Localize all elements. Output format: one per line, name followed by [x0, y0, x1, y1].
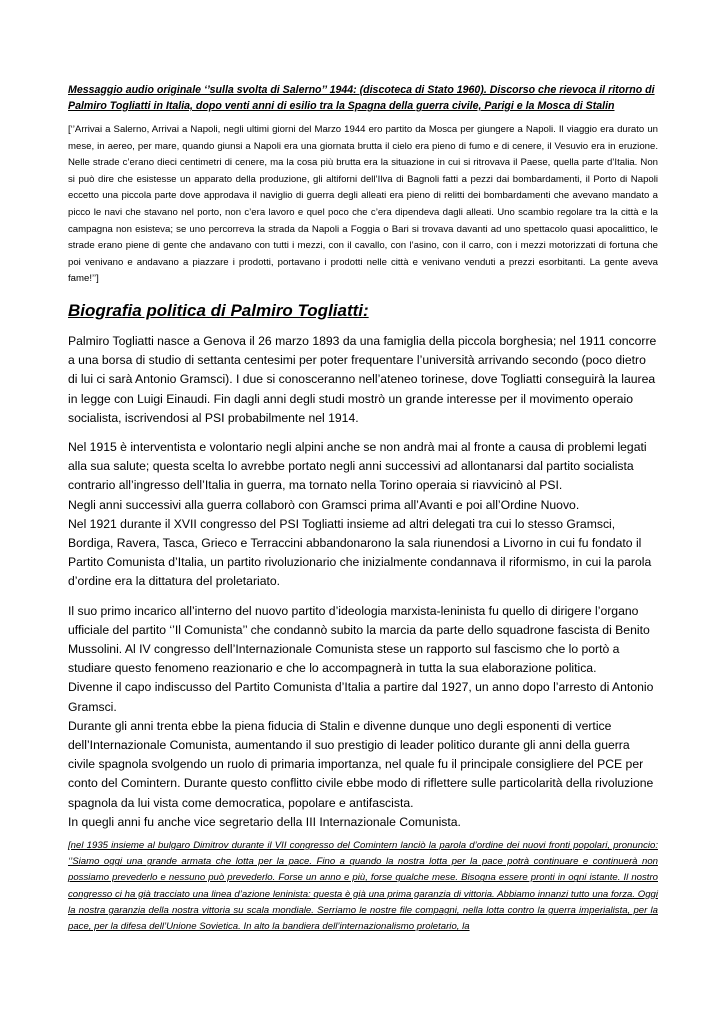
header-line-2: Palmiro Togliatti in Italia, dopo venti anni di esilio tra la Spagna della guerra civile, Parigi e la Mosca di Stalin — [68, 100, 615, 112]
paragraph-1921: Nel 1921 durante il XVII congresso del PSI Togliatti insieme ad altri delegati tra cui lo stesso Gramsci, Bordiga, Ravera, Tasca, Grieco e Terraccini abbandonarono la sala riunendosi a Livorno in cui fu fondato il Partito Comunista d’Italia, un partito rivoluzionario che inizialmente condannava il riformismo, in cui la parola d’ordine era la dittatura del proletariato. — [68, 516, 652, 589]
paragraph-thirties: Durante gli anni trenta ebbe la piena fiducia di Stalin e divenne dunque uno degli esponenti di vertice dell’Internazionale Comunista, aumentando il suo prestigio di leader politico durante gli anni della guerra civile spagnola svolgendo un ruolo di primaria importanza, nel quale fu il principale consigliere del PCE per conto del Comintern. Durante questo conflitto civile ebbe modo di riflettere sulle particolarità della rivoluzione spagnola da lui vista come democratica, popolare e antifascista. — [68, 718, 654, 810]
paragraph-vice-secretary: In quegli anni fu anche vice segretario della III Internazionale Comunista. — [68, 814, 461, 829]
audio-message-header — [68, 82, 658, 114]
salerno-quote: [‘’Arrivai a Salerno, Arrivai a Napoli, negli ultimi giorni del Marzo 1944 ero partito da Mosca per giungere a Napoli. Il viaggio era durato un mese, in aereo, per mare, quando giunsi a Napoli era una giornata brutta il cielo era pieno di fumo e di cenere, il Vesuvio era in eruzione. Nelle strade c’erano dieci centimetri di cenere, ma la cosa più brutta era la situazione in cui si ritrovava il Paese, quella parte d’Italia. Non si può dire che esistesse un apparato della produzione, gli altiforni dell’Ilva di Bagnoli fatti a pezzi dai bombardamenti, il Porto di Napoli eccetto una piccola parte dove approdava il naviglio di guerra degli alleati era pieno di relitti dei bombardamenti che avevano mandato a picco le navi che stavano nel porto, non c’era lavoro e quel poco che c’era dipendeva dagli alleati. Uno scambio regolare tra la città e la campagna non esisteva; se uno percorreva la strada da Napoli a Foggia o Bari si trovava davanti ad uno spettacolo quasi apocalittico, le strade erano piene di gente che andavano con tutti i mezzi, con il cavallo, con l’asino, con il carro, con i mezzi motorizzati di fortuna che poi venivano e andavano a piazzare i prodotti, portavano i prodotti nelle città e venivano venduti a prezzi esorbitanti. La gente aveva fame!’’] — [68, 124, 658, 285]
paragraph-postwar: Negli anni successivi alla guerra collaborò con Gramsci prima all’Avanti e poi all’Ordine Nuovo. — [68, 497, 580, 512]
paragraph-1915: Nel 1915 è interventista e volontario negli alpini anche se non andrà mai al fronte a causa di problemi legati alla sua salute; questa scelta lo avrebbe portato negli anni successivi ad allontanarsi dal partito socialista contrario all’ingresso dell’Italia in guerra, ma tornato nella Torino operaia si riavvicinò al PSI. — [68, 439, 647, 493]
document-page — [68, 82, 658, 935]
paragraph-first-role: Il suo primo incarico all’interno del nuovo partito d’ideologia marxista-leninista fu quello di dirigere l’organo ufficiale del partito ‘’Il Comunista’’ che condannò subito la marcia da parte dello squadrone fascista di Benito Mussolini. Al IV congresso dell’Internazionale Comunista stese un rapporto sul fascismo che lo portò a studiare questo fenomeno reazionario e che lo accompagnerà in tutta la sua elaborazione politica. — [68, 603, 650, 676]
header-line-1: Messaggio audio originale ‘’sulla svolta di Salerno’’ 1944: (discoteca di Stato 1960). Discorso che rievoca il ritorno di — [68, 84, 655, 96]
comintern-speech: [nel 1935 insieme al bulgaro Dimitrov durante il VII congresso del Comintern lanciò la parola d’ordine dei nuovi fronti popolari, pronuncio: ‘’Siamo oggi una grande armata che lotta per la pace. Fino a quando la nostra lotta per la pace potrà continuare e continuerà non possiamo prevederlo e nessuno può prevederlo. Forse un anno e più, forse qualche mese. Bisogna essere pronti in ogni istante. Il nostro congresso ci ha già tracciato una linea d’azione leninista: questa è già una prima garanzia di vittoria. Abbiamo innanzi tutto una forza. Oggi la nostra garanzia della nostra vittoria su scala mondiale. Serriamo le nostre file compagni, nella lotta contro la guerra imperialista, per la pace, per la difesa dell’Unione Sovietica. In alto la bandiera dell’internazionalismo proletario, la — [68, 840, 658, 933]
paragraph-leader: Divenne il capo indiscusso del Partito Comunista d’Italia a partire dal 1927, un anno dopo l’arresto di Antonio Gramsci. — [68, 680, 654, 714]
section-title: Biografia politica di Palmiro Togliatti: — [68, 300, 369, 320]
paragraph-birth: Palmiro Togliatti nasce a Genova il 26 marzo 1893 da una famiglia della piccola borghesia; nel 1911 concorre a una borsa di studio di settanta centesimi per poter frequentare l’università arrivando secondo (poco dietro di lui ci sarà Antonio Gramsci). I due si conosceranno nell’ateneo torinese, dove Togliatti conseguirà la laurea in legge con Luigi Einaudi. Fin dagli anni degli studi mostrò un grande interesse per il movimento operaio socialista, iscrivendosi al PSI probabilmente nel 1914. — [68, 333, 657, 425]
